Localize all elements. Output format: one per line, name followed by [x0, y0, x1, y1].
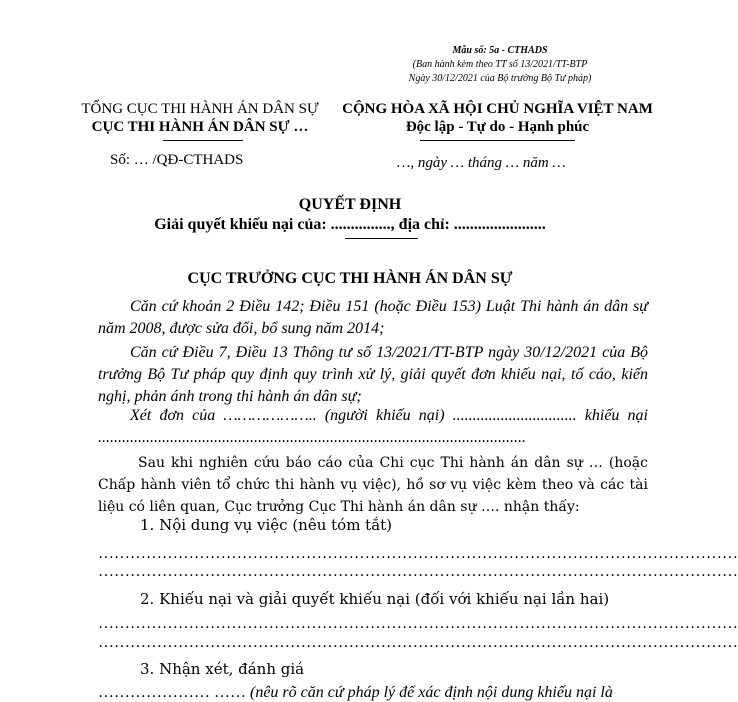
- decision-title: QUYẾT ĐỊNH: [298, 196, 402, 213]
- section-2-dots-1: …………………………………………………………………………………………………………: [98, 615, 738, 632]
- decision-subtitle: Giải quyết khiếu nại của: ..............., địa chỉ: .......................: [154, 216, 546, 233]
- findings-intro: Sau khi nghiên cứu báo cáo của Chi cục Thi hành án dân sự … (hoặc Chấp hành viên tổ chức thi hành vụ việc), hồ sơ vụ việc kèm theo và các tài liệu có liên quan, Cục trưởng Cục Thi hành án dân sự …. nhận thấy:: [98, 455, 648, 515]
- agency-line-2: CỤC THI HÀNH ÁN DÂN SỰ …: [91, 119, 309, 135]
- section-1-heading: 1. Nội dung vụ việc (nêu tóm tắt): [140, 516, 393, 534]
- assessment-line: [98, 684, 613, 702]
- section-1-dots-2: …………………………………………………………………………………………………………: [98, 563, 738, 580]
- section-3-heading: 3. Nhận xét, đánh giá: [140, 660, 305, 678]
- title-underline: [345, 238, 418, 239]
- agency-underline: [163, 140, 243, 141]
- agency-header: [80, 100, 320, 136]
- section-1-dots-1: …………………………………………………………………………………………………………: [98, 545, 738, 562]
- document-date: …, ngày … tháng … năm …: [397, 155, 566, 171]
- agency-line-1: TỔNG CỤC THI HÀNH ÁN DÂN SỰ: [81, 101, 319, 117]
- nation-line-1: CỘNG HÒA XÃ HỘI CHỦ NGHĨA VIỆT NAM: [342, 101, 653, 117]
- legal-basis-2: Căn cứ Điều 7, Điều 13 Thông tư số 13/2021/TT-BTP ngày 30/12/2021 của Bộ trưởng Bộ Tư pháp quy định quy trình xử lý, giải quyết đơn khiếu nại, tố cáo, kiến nghị, phản ánh trong thi hành án dân sự;: [98, 344, 648, 405]
- legal-basis-1: Căn cứ khoản 2 Điều 142; Điều 151 (hoặc Điều 153) Luật Thi hành án dân sự năm 2008, được sửa đổi, bổ sung năm 2014;: [98, 298, 648, 337]
- form-note-line-2: (Ban hành kèm theo TT số 13/2021/TT-BTP: [412, 59, 588, 70]
- form-note-line-3: Ngày 30/12/2021 của Bộ trưởng Bộ Tư pháp): [408, 73, 592, 84]
- section-2-heading: 2. Khiếu nại và giải quyết khiếu nại (đối với khiếu nại lần hai): [140, 590, 610, 608]
- national-header: [330, 100, 665, 136]
- issuing-authority: CỤC TRƯỞNG CỤC THI HÀNH ÁN DÂN SỰ: [187, 270, 513, 287]
- assessment-dots: ………………… ……: [98, 684, 246, 701]
- document-number: Số: … /QĐ-CTHADS: [110, 152, 244, 168]
- motto-underline: [420, 140, 575, 141]
- nation-motto: Độc lập - Tự do - Hạnh phúc: [405, 119, 590, 135]
- form-code: Mẫu số: 5a - CTHADS: [452, 45, 548, 56]
- assessment-instruction: (nêu rõ căn cứ pháp lý để xác định nội dung khiếu nại là: [246, 684, 613, 701]
- form-note: [400, 44, 600, 86]
- section-2-dots-2: …………………………………………………………………………………………………………: [98, 634, 738, 651]
- complaint-review: Xét đơn của ……………….. (người khiếu nại) ............................... khiếu nại ...........................................................................................................: [98, 407, 648, 446]
